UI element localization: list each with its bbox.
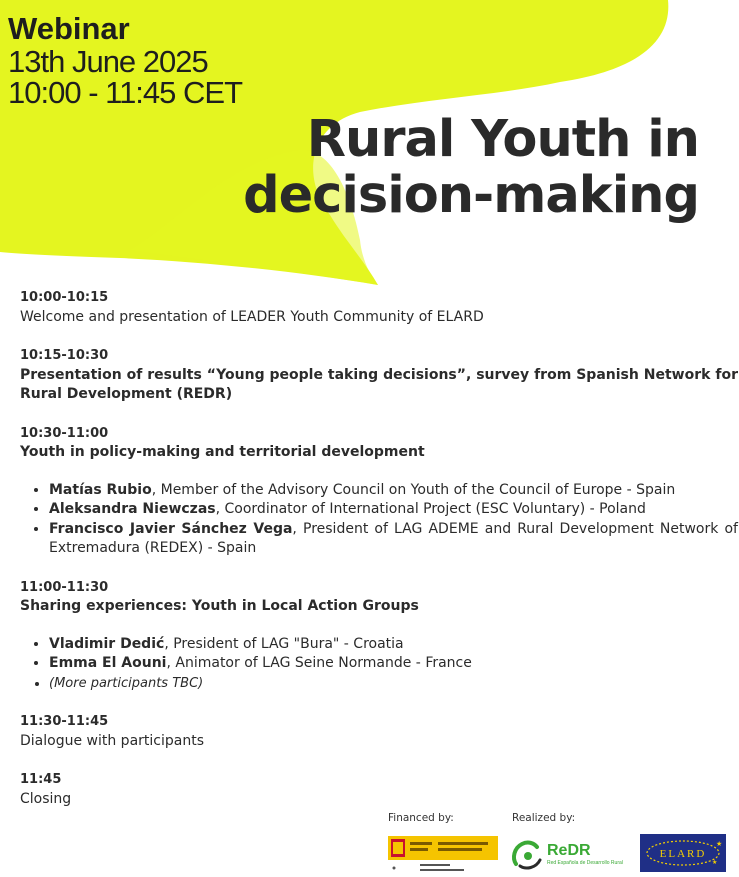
slot-topic: Youth in policy-making and territorial development xyxy=(20,444,425,460)
agenda-slot xyxy=(20,424,738,559)
slot-topic: Sharing experiences: Youth in Local Action Groups xyxy=(20,598,419,614)
speaker-name: Emma El Aouni xyxy=(49,655,167,671)
speaker-name: Matías Rubio xyxy=(49,481,152,498)
slot-time: 11:30-11:45 xyxy=(20,714,109,729)
speaker-role: , Member of the Advisory Council on Youth of the Council of Europe - Spain xyxy=(151,481,676,498)
redr-logo-text: ReDR xyxy=(547,842,591,859)
slot-time: 10:00-10:15 xyxy=(20,290,109,305)
agenda-slot xyxy=(20,578,738,694)
sponsor-logos xyxy=(388,812,733,874)
agenda-slot xyxy=(20,288,738,327)
event-kind: Webinar xyxy=(8,11,130,46)
title-line-2: decision-making xyxy=(243,166,699,225)
slot-time: 11:00-11:30 xyxy=(20,579,109,595)
slot-topic: Presentation of results “Young people taking decisions”, survey from Spanish Network for Rural Development (REDR) xyxy=(20,366,738,402)
redr-logo xyxy=(510,836,635,874)
realized-label: Realized by: xyxy=(512,812,576,824)
page-title xyxy=(243,112,699,224)
speaker-name: Francisco Javier Sánchez Vega xyxy=(49,520,293,537)
speaker-role: , Animator of LAG Seine Normande - France xyxy=(166,655,472,671)
spanish-government-logo xyxy=(388,834,498,874)
financed-label: Financed by: xyxy=(388,812,454,824)
speaker-item xyxy=(49,654,738,674)
redr-logo-subtitle: Red Española de Desarrollo Rural xyxy=(547,860,623,866)
agenda-slot xyxy=(20,346,738,405)
title-line-1: Rural Youth in xyxy=(306,110,699,169)
svg-text:★: ★ xyxy=(716,840,723,848)
speaker-role: , President of LAG "Bura" - Croatia xyxy=(164,635,404,652)
event-time: 10:00 - 11:45 CET xyxy=(8,75,243,110)
speaker-item xyxy=(49,500,738,520)
agenda-slot xyxy=(20,712,738,751)
speaker-note: • (More participants TBC) xyxy=(49,674,738,694)
elard-logo-text: ELARD xyxy=(659,848,707,860)
speaker-list xyxy=(20,635,738,694)
speaker-item xyxy=(49,481,738,501)
slot-time: 11:45 xyxy=(20,772,62,787)
slot-time: 10:15-10:30 xyxy=(20,348,109,363)
slot-time: 10:30-11:00 xyxy=(20,425,109,441)
speaker-name: Vladimir Dedić xyxy=(49,635,165,652)
event-info xyxy=(8,12,242,108)
speaker-item xyxy=(49,520,738,559)
speaker-list xyxy=(20,481,738,559)
elard-logo xyxy=(640,834,726,872)
slot-topic: Dialogue with participants xyxy=(20,732,204,749)
speaker-name: Aleksandra Niewczas xyxy=(49,501,216,517)
speaker-role: , President of LAG ADEME and Rural Development Network of Extremadura (REDEX) - Spain xyxy=(49,520,738,556)
svg-text:★: ★ xyxy=(712,859,718,866)
speaker-role: , Coordinator of International Project (ESC Voluntary) - Poland xyxy=(215,501,646,517)
slot-topic: Welcome and presentation of LEADER Youth Community of ELARD xyxy=(20,308,484,325)
agenda xyxy=(20,288,738,828)
agenda-slot xyxy=(20,770,738,809)
slot-topic: Closing xyxy=(20,790,72,807)
event-date: 13th June 2025 xyxy=(8,44,208,79)
speaker-item xyxy=(49,635,738,655)
